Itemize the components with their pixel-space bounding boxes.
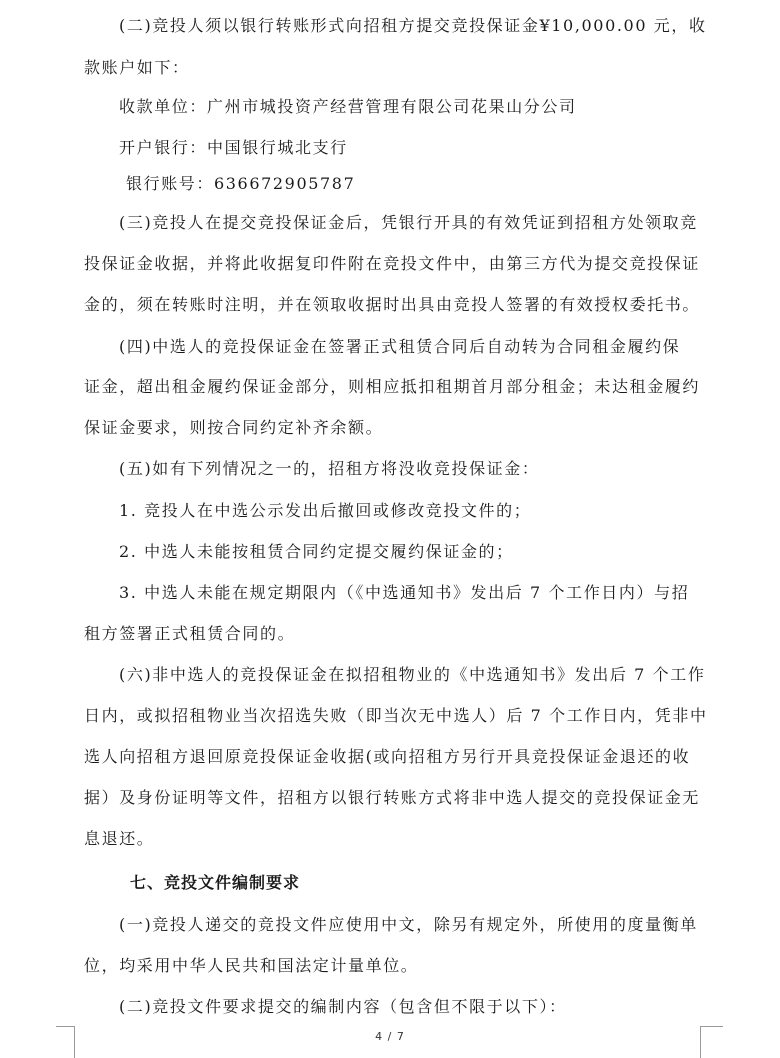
section-heading: 七、竞投文件编制要求	[130, 873, 301, 892]
paragraph-line: (一)竞投人递交的竞投文件应使用中文，除另有规定外，所使用的度量衡单	[119, 915, 698, 934]
paragraph-line: 款账户如下：	[84, 58, 190, 77]
paragraph-line: (六)非中选人的竞投保证金在拟招租物业的《中选通知书》发出后 7 个工作	[119, 665, 706, 684]
paragraph-line: 投保证金收据，并将此收据复印件附在竞投文件中，由第三方代为提交竞投保证	[84, 254, 701, 273]
paragraph-line: (三)竞投人在提交竞投保证金后，凭银行开具的有效凭证到招租方处领取竞	[119, 213, 698, 232]
paragraph-line: 金的，须在转账时注明，并在领取收据时出具由竞投人签署的有效授权委托书。	[84, 295, 701, 314]
list-item: 1. 竞投人在中选公示发出后撤回或修改竞投文件的；	[119, 501, 532, 520]
paragraph-line: (五)如有下列情况之一的，招租方将没收竞投保证金：	[119, 459, 540, 478]
paragraph-line: 据）及身份证明等文件，招租方以银行转账方式将非中选人提交的竞投保证金无	[84, 788, 701, 807]
paragraph-line: 息退还。	[84, 829, 155, 848]
paragraph-line: 日内，或拟招租物业当次招选失败（即当次无中选人）后 7 个工作日内，凭非中	[84, 706, 708, 725]
paragraph-line: (二)竞投文件要求提交的编制内容（包含但不限于以下）：	[119, 997, 567, 1016]
paragraph-line: 位，均采用中华人民共和国法定计量单位。	[84, 956, 419, 975]
paragraph-line: 保证金要求，则按合同约定补齐余额。	[84, 418, 384, 437]
paragraph-line: 租方签署正式租赁合同的。	[84, 624, 296, 643]
paragraph-line: (四)中选人的竞投保证金在签署正式租赁合同后自动转为合同租金履约保	[119, 337, 681, 356]
paragraph-line: (二)竞投人须以银行转账形式向招租方提交竞投保证金¥10,000.00 元，收	[119, 16, 707, 35]
paragraph-line: 选人向招租方退回原竞投保证金收据(或向招租方另行开具竞投保证金退还的收	[84, 747, 691, 766]
paragraph-line: 证金，超出租金履约保证金部分，则相应抵扣租期首月部分租金；未达租金履约	[84, 377, 701, 396]
list-item: 3. 中选人未能在规定期限内（《中选通知书》发出后 7 个工作日内）与招	[119, 583, 690, 602]
page-number: 4 / 7	[375, 1030, 405, 1043]
paragraph-line: 开户银行：中国银行城北支行	[119, 138, 348, 157]
paragraph-line: 银行账号：636672905787	[126, 174, 356, 193]
paragraph-line: 收款单位：广州市城投资产经营管理有限公司花果山分公司	[119, 97, 577, 116]
list-item: 2. 中选人未能按租赁合同约定提交履约保证金的；	[119, 542, 514, 561]
